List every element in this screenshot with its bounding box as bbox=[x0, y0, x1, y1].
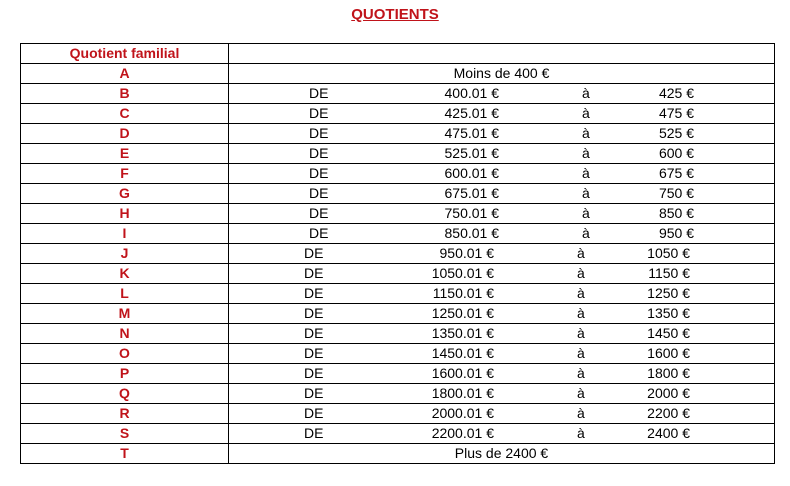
row-range bbox=[229, 224, 775, 244]
quotients-table-body bbox=[21, 44, 775, 464]
table-row bbox=[21, 264, 775, 284]
row-from-value: 850.01 € bbox=[444, 225, 499, 241]
row-a-label: à bbox=[577, 405, 585, 421]
row-range bbox=[229, 364, 775, 384]
row-range bbox=[229, 244, 775, 264]
table-row bbox=[21, 204, 775, 224]
row-range bbox=[229, 84, 775, 104]
table-row bbox=[21, 364, 775, 384]
row-a-label: à bbox=[577, 265, 585, 281]
row-range bbox=[229, 264, 775, 284]
row-a-label: à bbox=[577, 305, 585, 321]
table-header-row bbox=[21, 44, 775, 64]
row-from-value: 1150.01 € bbox=[432, 285, 494, 301]
row-to-value: 1450 € bbox=[647, 325, 690, 341]
row-to-value: 2000 € bbox=[647, 385, 690, 401]
table-row bbox=[21, 64, 775, 84]
row-from-value: 1450.01 € bbox=[431, 345, 494, 361]
row-from-value: 2200.01 € bbox=[431, 425, 494, 441]
page-title: QUOTIENTS bbox=[351, 6, 439, 23]
row-de-label: DE bbox=[304, 405, 324, 421]
table-row bbox=[21, 324, 775, 344]
table-row bbox=[21, 384, 775, 404]
row-code: A bbox=[21, 64, 229, 84]
row-from-value: 600.01 € bbox=[444, 165, 499, 181]
row-de-label: DE bbox=[309, 125, 329, 141]
row-code: E bbox=[21, 144, 229, 164]
row-from-value: 525.01 € bbox=[444, 145, 499, 161]
row-range bbox=[229, 284, 775, 304]
row-code: S bbox=[21, 424, 229, 444]
row-range bbox=[229, 384, 775, 404]
row-range bbox=[229, 424, 775, 444]
row-code: G bbox=[21, 184, 229, 204]
row-de-label: DE bbox=[304, 325, 324, 341]
row-de-label: DE bbox=[309, 85, 329, 101]
table-row bbox=[21, 304, 775, 324]
row-to-value: 1800 € bbox=[647, 365, 690, 381]
row-from-value: 2000.01 € bbox=[431, 405, 494, 421]
row-to-value: 1150 € bbox=[648, 265, 690, 281]
row-to-value: 2400 € bbox=[647, 425, 690, 441]
row-code: F bbox=[21, 164, 229, 184]
row-de-label: DE bbox=[309, 225, 329, 241]
row-range bbox=[229, 304, 775, 324]
row-de-label: DE bbox=[304, 265, 324, 281]
row-to-value: 1250 € bbox=[647, 285, 690, 301]
header-code-cell: Quotient familial bbox=[21, 44, 229, 64]
row-to-value: 850 € bbox=[658, 205, 694, 221]
row-range bbox=[229, 104, 775, 124]
row-from-value: 1050.01 € bbox=[431, 265, 494, 281]
row-range bbox=[229, 204, 775, 224]
row-from-value: 425.01 € bbox=[444, 105, 499, 121]
row-code: D bbox=[21, 124, 229, 144]
row-code: T bbox=[21, 444, 229, 464]
table-row bbox=[21, 244, 775, 264]
table-row bbox=[21, 284, 775, 304]
row-range-text: Plus de 2400 € bbox=[229, 444, 775, 464]
row-a-label: à bbox=[577, 345, 585, 361]
row-de-label: DE bbox=[309, 105, 329, 121]
row-de-label: DE bbox=[304, 425, 324, 441]
row-code: K bbox=[21, 264, 229, 284]
row-code: P bbox=[21, 364, 229, 384]
table-row bbox=[21, 124, 775, 144]
row-a-label: à bbox=[582, 225, 590, 241]
row-to-value: 475 € bbox=[658, 105, 694, 121]
row-code: M bbox=[21, 304, 229, 324]
row-de-label: DE bbox=[309, 205, 329, 221]
row-to-value: 750 € bbox=[658, 185, 694, 201]
row-from-value: 750.01 € bbox=[444, 205, 499, 221]
row-from-value: 1600.01 € bbox=[431, 365, 494, 381]
row-range-text: Moins de 400 € bbox=[229, 64, 775, 84]
table-row bbox=[21, 344, 775, 364]
row-de-label: DE bbox=[309, 185, 329, 201]
row-to-value: 2200 € bbox=[647, 405, 690, 421]
row-code: J bbox=[21, 244, 229, 264]
header-range-cell bbox=[229, 44, 775, 64]
row-a-label: à bbox=[577, 425, 585, 441]
row-a-label: à bbox=[577, 245, 585, 261]
row-de-label: DE bbox=[304, 365, 324, 381]
row-de-label: DE bbox=[309, 165, 329, 181]
table-row bbox=[21, 184, 775, 204]
row-from-value: 950.01 € bbox=[439, 245, 494, 261]
row-range bbox=[229, 164, 775, 184]
row-a-label: à bbox=[577, 365, 585, 381]
row-to-value: 600 € bbox=[658, 145, 694, 161]
row-code: R bbox=[21, 404, 229, 424]
table-row bbox=[21, 404, 775, 424]
row-range bbox=[229, 144, 775, 164]
row-from-value: 1350.01 € bbox=[431, 325, 494, 341]
row-from-value: 1250.01 € bbox=[431, 305, 494, 321]
table-row bbox=[21, 84, 775, 104]
row-a-label: à bbox=[582, 185, 590, 201]
row-code: Q bbox=[21, 384, 229, 404]
row-code: C bbox=[21, 104, 229, 124]
row-a-label: à bbox=[582, 145, 590, 161]
row-from-value: 475.01 € bbox=[444, 125, 499, 141]
row-range bbox=[229, 124, 775, 144]
row-code: B bbox=[21, 84, 229, 104]
row-code: O bbox=[21, 344, 229, 364]
table-row bbox=[21, 144, 775, 164]
row-de-label: DE bbox=[304, 385, 324, 401]
row-de-label: DE bbox=[304, 305, 324, 321]
quotients-table bbox=[20, 43, 775, 464]
row-code: H bbox=[21, 204, 229, 224]
row-de-label: DE bbox=[304, 345, 324, 361]
row-a-label: à bbox=[582, 165, 590, 181]
table-row bbox=[21, 164, 775, 184]
row-range bbox=[229, 344, 775, 364]
row-code: N bbox=[21, 324, 229, 344]
row-de-label: DE bbox=[304, 285, 324, 301]
table-row bbox=[21, 104, 775, 124]
row-de-label: DE bbox=[304, 245, 324, 261]
row-to-value: 675 € bbox=[658, 165, 694, 181]
row-code: I bbox=[21, 224, 229, 244]
row-range bbox=[229, 404, 775, 424]
row-to-value: 1050 € bbox=[647, 245, 690, 261]
row-code: L bbox=[21, 284, 229, 304]
row-to-value: 950 € bbox=[658, 225, 694, 241]
table-row bbox=[21, 444, 775, 464]
row-from-value: 1800.01 € bbox=[431, 385, 494, 401]
row-a-label: à bbox=[582, 85, 590, 101]
row-to-value: 1350 € bbox=[647, 305, 690, 321]
table-row bbox=[21, 224, 775, 244]
row-de-label: DE bbox=[309, 145, 329, 161]
row-to-value: 525 € bbox=[658, 125, 694, 141]
row-to-value: 425 € bbox=[658, 85, 694, 101]
row-range bbox=[229, 184, 775, 204]
row-from-value: 400.01 € bbox=[444, 85, 499, 101]
row-range bbox=[229, 324, 775, 344]
row-a-label: à bbox=[577, 285, 585, 301]
row-a-label: à bbox=[582, 205, 590, 221]
table-row bbox=[21, 424, 775, 444]
row-a-label: à bbox=[582, 125, 590, 141]
row-to-value: 1600 € bbox=[647, 345, 690, 361]
row-a-label: à bbox=[577, 385, 585, 401]
row-a-label: à bbox=[582, 105, 590, 121]
row-a-label: à bbox=[577, 325, 585, 341]
row-from-value: 675.01 € bbox=[444, 185, 499, 201]
